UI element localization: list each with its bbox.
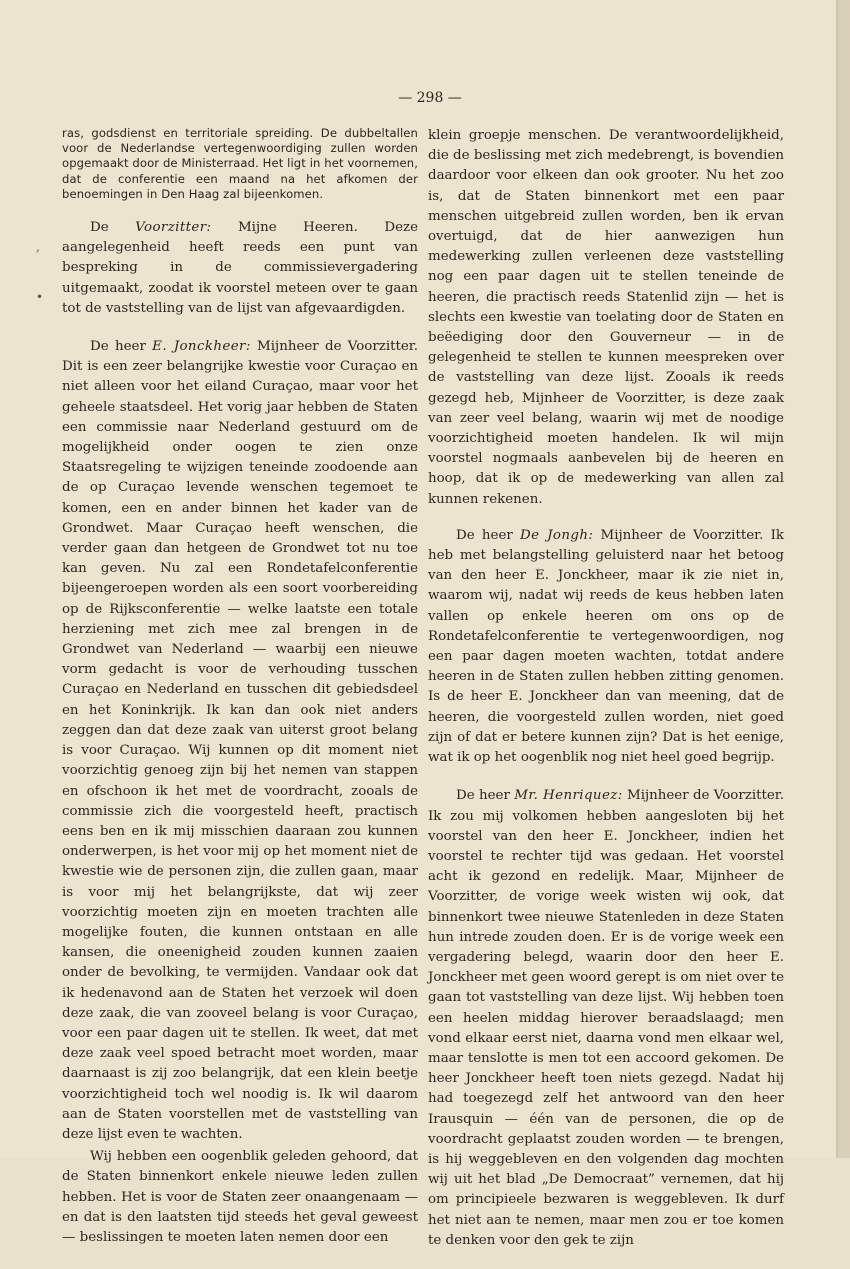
speaker-name: Voorzitter:: [135, 220, 212, 236]
paragraph-jonckheer: [62, 337, 418, 1145]
paragraph-prefix: De heer: [456, 788, 515, 804]
intro-text: ras, godsdienst en territoriale spreiding. De dubbeltallen voor de Nederlandse vertegenwoordiging zullen worden opgemaakt door de Ministerraad. Het ligt in het voornemen, dat de conferentie een maand na het afkomen der benoemingen in Den Haag zal bijeenkomen.: [62, 126, 418, 201]
paragraph-text: Mijne Heeren. Deze aangelegenheid heeft reeds een punt van bespreking in de commissievergadering uitgemaakt, zoodat ik voorstel meteen over te gaan tot de vaststelling van de lijst van afgevaardigden.: [62, 220, 418, 316]
paragraph-prefix: De heer: [456, 527, 521, 543]
margin-mark: •: [36, 290, 44, 304]
page-number: — 298 —: [398, 90, 462, 106]
paragraph-prefix: De heer: [90, 339, 153, 355]
left-column: [62, 126, 418, 1248]
paragraph-de-jongh: [428, 526, 784, 768]
paragraph-text: Mijnheer de Voorzitter. Ik zou mij volkomen hebben aangesloten bij het voorstel van den heer E. Jonckheer, indien het voorstel te rechter tijd was gedaan. Het voorstel acht ik gezond en redelijk. Maar, Mijnheer de Voorzitter, de vorige week wisten wij ook, dat binnenkort twee nieuwe Statenleden in deze Staten hun intrede zouden doen. Er is de vorige week een vergadering belegd, waarin door den heer E. Jonckheer met geen woord gerept is om niet over te gaan tot vaststelling van deze lijst. Wij hebben toen een heelen middag hierover beraadslaagd; men vond elkaar eerst niet, daarna vond men elkaar wel, maar tenslotte is men tot een accoord gekomen. De heer Jonckheer heeft toen niets gezegd. Nadat hij had toegezegd zelf het antwoord van den heer Irausquin — één van de personen, die op de voordracht geplaatst zouden worden — te brengen, is hij weggebleven en den volgenden dag mochten wij uit het blad „De Democraat” vernemen, dat hij om principieele bezwaren is weggebleven. Ik durf het niet aan te nemen, maar men zou er toe komen te denken voor den gek te zijn: [428, 788, 784, 1248]
paragraph-prefix: De: [90, 220, 136, 236]
paragraph-henriquez: [428, 786, 784, 1251]
paragraph-voorzitter: [62, 218, 418, 319]
speaker-name: De Jongh:: [520, 527, 594, 543]
page-margin-strip: [838, 0, 850, 1158]
speaker-name: E. Jonckheer:: [152, 339, 251, 355]
right-column: [428, 126, 784, 1269]
paragraph-text: Mijnheer de Voorzitter. Ik heb met belangstelling geluisterd naar het betoog van den heer E. Jonckheer, maar ik zie niet in, waarom wij, nadat wij reeds de keus hebben laten vallen op enkele heeren om ons op de Rondetafelconferentie te vertegenwoordigen, nog een paar dagen moeten wachten, totdat andere heeren in de Staten zullen hebben zitting genomen. Is de heer E. Jonckheer dan van meening, dat de heeren, die voorgesteld zullen worden, niet goed zijn of dat er betere kunnen zijn? Dat is het eenige, wat ik op het oogenblik nog niet heel goed begrijp.: [428, 527, 784, 766]
speaker-name: Mr. Henriquez:: [514, 788, 623, 804]
paragraph-continuation: Wij hebben een oogenblik geleden gehoord, dat de Staten binnenkort enkele nieuwe leden zullen hebben. Het is voor de Staten zeer onaangenaam — en dat is den laatsten tijd steeds het geval geweest — beslissingen te moeten laten nemen door een: [62, 1149, 418, 1245]
paragraph-continued: klein groepje menschen. De verantwoordelijkheid, die de beslissing met zich medebrengt, is bovendien daardoor voor elkeen dan ook grooter. Nu het zoo is, dat de Staten binnenkort met een paar menschen uitgebreid zullen worden, ben ik ervan overtuigd, dat de hier aanwezigen hun medewerking zullen verleenen deze vaststelling nog een paar dagen uit te stellen teneinde de heeren, die practisch reeds Statenlid zijn — het is slechts een kwestie van toelating door de Staten en beëediging door den Gouverneur — in de gelegenheid te stellen te kunnen meespreken over de vaststelling van deze lijst. Zooals ik reeds gezegd heb, Mijnheer de Voorzitter, is deze zaak van zeer veel belang, waarin wij met de noodige voorzichtigheid moeten handelen. Ik wil mijn voorstel nogmaals aanbevelen bij de heeren en hoop, dat ik op de medewerking van allen zal kunnen rekenen.: [428, 128, 784, 507]
paragraph-text: Mijnheer de Voorzitter. Dit is een zeer belangrijke kwestie voor Curaçao en niet alleen voor het eiland Curaçao, maar voor het geheele staatsdeel. Het vorig jaar hebben de Staten een commissie naar Nederland gestuurd om de mogelijkheid onder oogen te zien onze Staatsregeling te wijzigen teneinde zoodoende aan de op Curaçao levende wenschen tegemoet te komen, een en ander binnen het kader van de Grondwet. Maar Curaçao heeft wenschen, die verder gaan dan hetgeen de Grondwet tot nu toe kan geven. Nu zal een Rondetafelconferentie bijeengeroepen worden als een soort voorbereiding op de Rijksconferentie — welke laatste een totale herziening met zich mee zal brengen in de Grondwet van Nederland — waarbij een nieuwe vorm gedacht is voor de verhouding tusschen Curaçao en Nederland en tusschen dit gebiedsdeel en het Koninkrijk. Ik kan dan ook niet anders zeggen dan dat deze zaak van uiterst groot belang is voor Curaçao. Wij kunnen op dit moment niet voorzichtig genoeg zijn bij het nemen van stappen en ofschoon ik het met de voordracht, zooals de commissie zich die voorgesteld heeft, practisch eens ben en ik mij misschien daaraan zou kunnen onderwerpen, is het voor mij op het moment niet de kwestie wie de personen zijn, die zullen gaan, maar is voor mij het belangrijkste, dat wij zeer voorzichtig moeten zijn en moeten trachten alle mogelijke fouten, die kunnen ontstaan en alle kansen, die oneenigheid zouden kunnen zaaien onder de bevolking, te vermijden. Vandaar ook dat ik hedenavond aan de Staten het verzoek wil doen deze zaak, die van zooveel belang is voor Curaçao, voor een paar dagen uit te stellen. Ik weet, dat met deze zaak veel spoed betracht moet worden, maar daarnaast is zij zoo belangrijk, dat een klein beetje voorzichtigheid toch wel noodig is. Ik wil daarom aan de Staten voorstellen met de vaststelling van deze lijst even te wachten.: [62, 339, 418, 1142]
margin-mark: ,: [36, 240, 40, 254]
